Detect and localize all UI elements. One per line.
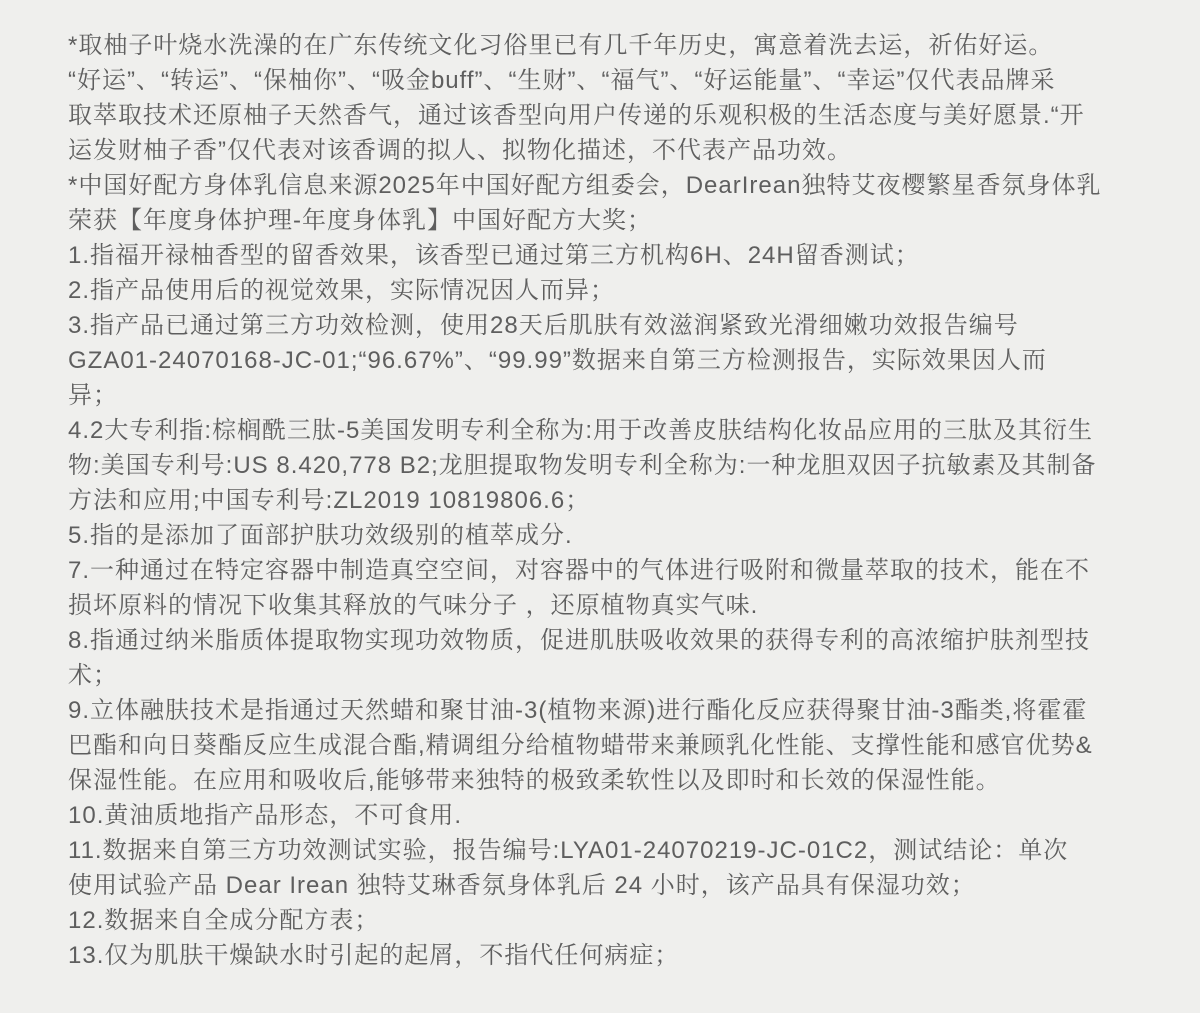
disclaimer-line: 方法和应用;中国专利号:ZL2019 10819806.6； [68,487,591,514]
disclaimer-line: 术； [68,662,118,689]
disclaimer-line: 5.指的是添加了面部护肤功效级别的植萃成分. [68,522,573,549]
disclaimer-line: “好运”、“转运”、“保柚你”、“吸金buff”、“生财”、“福气”、“好运能量”、“幸运”仅代表品牌采 [68,67,1056,94]
disclaimer-line: 使用试验产品 Dear Irean 独特艾琳香氛身体乳后 24 小时，该产品具有保湿功效； [68,872,976,899]
disclaimer-line: 12.数据来自全成分配方表； [68,907,380,934]
disclaimer-line: GZA01-24070168-JC-01;“96.67%”、“99.99”数据来自第三方检测报告，实际效果因人而 [68,347,1047,374]
disclaimer-line: 损坏原料的情况下收集其释放的气味分子 ，还原植物真实气味. [68,592,759,619]
disclaimer-line: 4.2大专利指:棕榈酰三肽-5美国发明专利全称为:用于改善皮肤结构化妆品应用的三肽及其衍生 [68,417,1094,444]
disclaimer-line: 取萃取技术还原柚子天然香气，通过该香型向用户传递的乐观积极的生活态度与美好愿景.“开 [68,102,1085,129]
disclaimer-line: 7.一种通过在特定容器中制造真空空间，对容器中的气体进行吸附和微量萃取的技术，能在不 [68,557,1091,584]
disclaimer-line: 1.指福开禄柚香型的留香效果，该香型已通过第三方机构6H、24H留香测试； [68,242,920,269]
disclaimer-line: 物:美国专利号:US 8.420,778 B2;龙胆提取物发明专利全称为:一种龙胆双因子抗敏素及其制备 [68,452,1097,479]
disclaimer-text-block [68,28,1188,973]
disclaimer-line: 10.黄油质地指产品形态，不可食用. [68,802,463,829]
disclaimer-line: 异； [68,382,118,409]
disclaimer-line: *中国好配方身体乳信息来源2025年中国好配方组委会，DearIrean独特艾夜樱繁星香氛身体乳 [68,172,1102,199]
disclaimer-line: 荣获【年度身体护理-年度身体乳】中国好配方大奖； [68,207,652,234]
disclaimer-line: 11.数据来自第三方功效测试实验，报告编号:LYA01-24070219-JC-01C2，测试结论：单次 [68,837,1069,864]
disclaimer-line: 3.指产品已通过第三方功效检测，使用28天后肌肤有效滋润紧致光滑细嫩功效报告编号 [68,312,1019,339]
disclaimer-line: 保湿性能。在应用和吸收后,能够带来独特的极致柔软性以及即时和长效的保湿性能。 [68,767,1001,794]
disclaimer-line: 巴酯和向日葵酯反应生成混合酯,精调组分给植物蜡带来兼顾乳化性能、支撑性能和感官优势& [68,732,1093,759]
disclaimer-line: 13.仅为肌肤干燥缺水时引起的起屑，不指代任何病症； [68,942,680,969]
disclaimer-line: 8.指通过纳米脂质体提取物实现功效物质，促进肌肤吸收效果的获得专利的高浓缩护肤剂型技 [68,627,1091,654]
disclaimer-line: 运发财柚子香”仅代表对该香调的拟人、拟物化描述，不代表产品功效。 [68,137,852,164]
disclaimer-line: *取柚子叶烧水洗澡的在广东传统文化习俗里已有几千年历史，寓意着洗去运，祈佑好运。 [68,32,1054,59]
disclaimer-line: 2.指产品使用后的视觉效果，实际情况因人而异； [68,277,616,304]
disclaimer-line: 9.立体融肤技术是指通过天然蜡和聚甘油-3(植物来源)进行酯化反应获得聚甘油-3酯类,将霍霍 [68,697,1088,724]
